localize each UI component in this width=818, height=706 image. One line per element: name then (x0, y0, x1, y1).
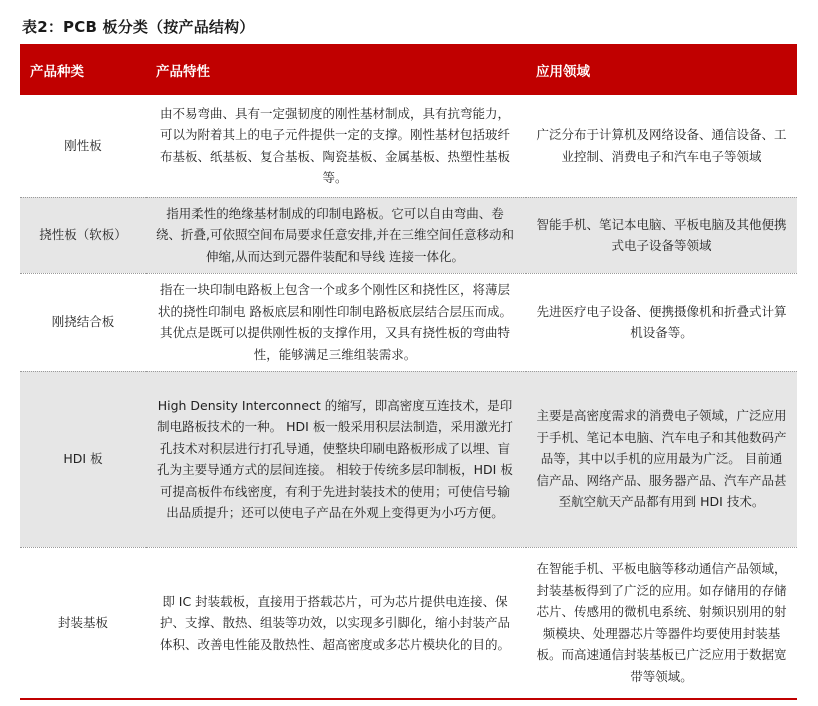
cell-type: 封装基板 (20, 547, 146, 699)
table-header-row (20, 44, 797, 95)
cell-feature: 指在一块印制电路板上包含一个或多个刚性区和挠性区，将薄层状的挠性印制电 路板底层和刚性印制电路板底层结合层压而成。其优点是既可以提供刚性板的支撑作用，又具有挠性板的弯曲特性，能够满足三维组装需求。 (146, 273, 526, 371)
cell-feature: 即 IC 封装载板，直接用于搭载芯片，可为芯片提供电连接、保护、支撑、散热、组装等功效，以实现多引脚化，缩小封装产品体积、改善电性能及散热性、超高密度或多芯片模块化的目的。 (146, 547, 526, 699)
cell-application: 主要是高密度需求的消费电子领域，广泛应用于手机、笔记本电脑、汽车电子和其他数码产品等，其中以手机的应用最为广泛。 目前通信产品、网络产品、服务器产品、汽车产品甚至航空航天产品都有用到 HDI 技术。 (526, 371, 797, 547)
table-row (20, 95, 797, 197)
table-row (20, 371, 797, 547)
cell-feature: 由不易弯曲、具有一定强韧度的刚性基材制成，具有抗弯能力，可以为附着其上的电子元件提供一定的支撑。刚性基材包括玻纤布基板、纸基板、复合基板、陶瓷基板、金属基板、热塑性基板等。 (146, 95, 526, 197)
cell-type: 刚性板 (20, 95, 146, 197)
cell-application: 先进医疗电子设备、便携摄像机和折叠式计算机设备等。 (526, 273, 797, 371)
header-type: 产品种类 (20, 44, 146, 95)
table-row (20, 547, 797, 699)
cell-feature: 指用柔性的绝缘基材制成的印制电路板。它可以自由弯曲、卷绕、折叠,可依照空间布局要求任意安排,并在三维空间任意移动和伸缩,从而达到元器件装配和导线 连接一体化。 (146, 197, 526, 273)
cell-application: 广泛分布于计算机及网络设备、通信设备、工业控制、消费电子和汽车电子等领域 (526, 95, 797, 197)
cell-feature: High Density Interconnect 的缩写，即高密度互连技术，是印制电路板技术的一种。 HDI 板一般采用积层法制造，采用激光打孔技术对积层进行打孔导通，使整块印刷电路板形成了以埋、盲孔为主要导通方式的层间连接。 相较于传统多层印制板，HDI 板可提高板件布线密度，有利于先进封装技术的使用；可使信号输出品质提升；还可以使电子产品在外观上变得更为小巧方便。 (146, 371, 526, 547)
cell-application: 在智能手机、平板电脑等移动通信产品领域，封装基板得到了广泛的应用。如存储用的存储芯片、传感用的微机电系统、射频识别用的射频模块、处理器芯片等器件均要使用封装基板。而高速通信封装基板已广泛应用于数据宽带等领域。 (526, 547, 797, 699)
header-application: 应用领域 (526, 44, 797, 95)
header-feature: 产品特性 (146, 44, 526, 95)
cell-type: 刚挠结合板 (20, 273, 146, 371)
pcb-classification-table (20, 44, 797, 700)
table-row (20, 273, 797, 371)
table-title: 表2：PCB 板分类（按产品结构） (22, 18, 255, 36)
table-row (20, 197, 797, 273)
cell-application: 智能手机、笔记本电脑、平板电脑及其他便携式电子设备等领域 (526, 197, 797, 273)
cell-type: HDI 板 (20, 371, 146, 547)
cell-type: 挠性板（软板） (20, 197, 146, 273)
